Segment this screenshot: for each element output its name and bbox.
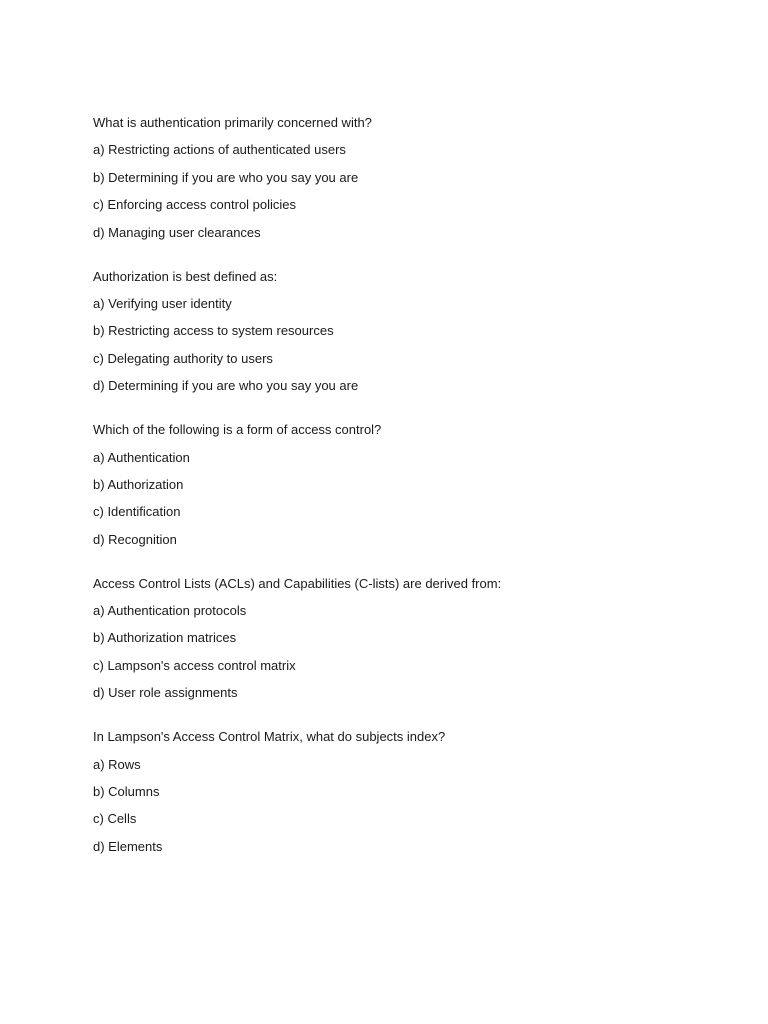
answer-option-d: d) Determining if you are who you say you are xyxy=(93,378,359,394)
answer-option-c: c) Lampson's access control matrix xyxy=(93,657,296,673)
question-list xyxy=(93,114,693,882)
answer-option-c: c) Delegating authority to users xyxy=(93,350,273,366)
question-prompt: Authorization is best defined as: xyxy=(93,268,278,284)
answer-option-b: b) Authorization xyxy=(93,476,184,492)
question-5 xyxy=(93,728,693,855)
answer-option-d: d) Elements xyxy=(93,838,163,854)
question-3 xyxy=(93,421,693,548)
answer-option-c: c) Identification xyxy=(93,504,181,520)
answer-option-b: b) Determining if you are who you say you are xyxy=(93,169,359,185)
answer-option-b: b) Authorization matrices xyxy=(93,630,237,646)
answer-option-a: a) Rows xyxy=(93,756,141,772)
question-1 xyxy=(93,114,693,241)
answer-option-c: c) Enforcing access control policies xyxy=(93,197,297,213)
answer-option-d: d) User role assignments xyxy=(93,685,238,701)
answer-option-a: a) Verifying user identity xyxy=(93,295,232,311)
question-4 xyxy=(93,575,693,702)
answer-option-d: d) Managing user clearances xyxy=(93,224,261,240)
answer-option-d: d) Recognition xyxy=(93,531,177,547)
question-2 xyxy=(93,268,693,395)
answer-option-b: b) Columns xyxy=(93,784,160,800)
answer-option-a: a) Authentication xyxy=(93,449,190,465)
answer-option-a: a) Restricting actions of authenticated users xyxy=(93,142,346,158)
answer-option-a: a) Authentication protocols xyxy=(93,603,247,619)
question-prompt: Which of the following is a form of access control? xyxy=(93,422,382,438)
question-prompt: What is authentication primarily concerned with? xyxy=(93,115,372,130)
answer-option-c: c) Cells xyxy=(93,811,137,827)
question-prompt: In Lampson's Access Control Matrix, what do subjects index? xyxy=(93,729,446,745)
question-prompt: Access Control Lists (ACLs) and Capabilities (C-lists) are derived from: xyxy=(93,575,502,591)
answer-option-b: b) Restricting access to system resources xyxy=(93,323,334,339)
